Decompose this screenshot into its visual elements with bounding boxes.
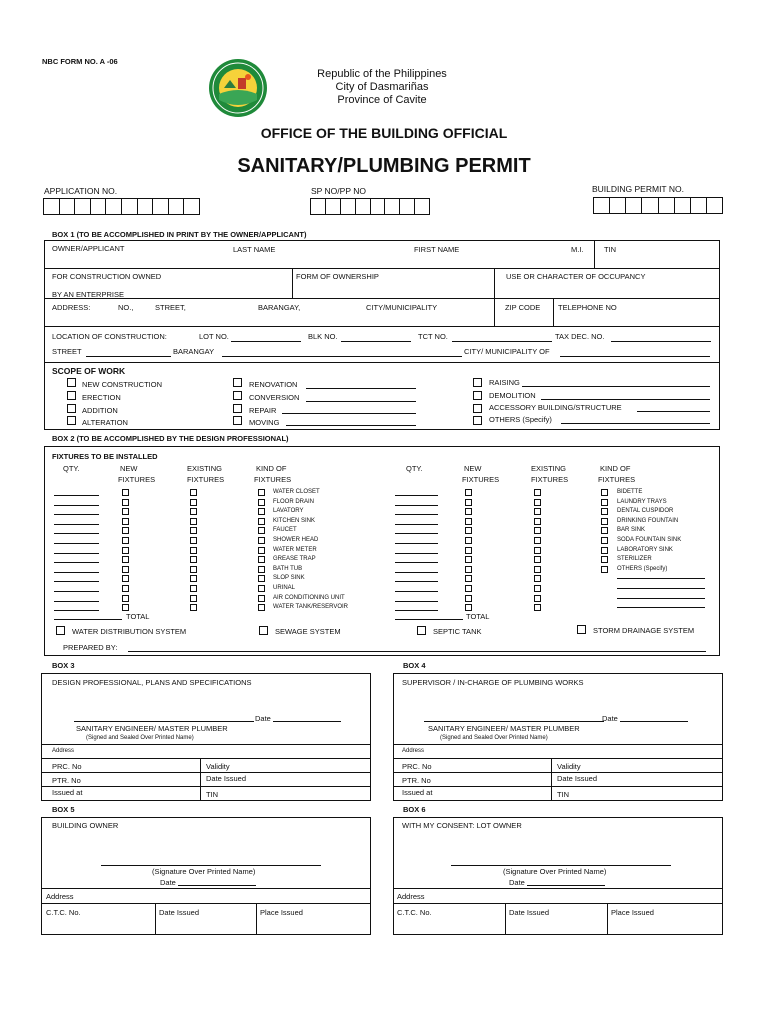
sp-no-input[interactable] <box>310 198 430 215</box>
system-storm-drainage: STORM DRAINAGE SYSTEM <box>593 626 695 635</box>
fixture-name: GREASE TRAP <box>273 556 316 563</box>
existing-fixture-checkbox[interactable] <box>534 527 541 534</box>
republic-text: Republic of the Philippines <box>317 68 447 80</box>
existing-fixture-checkbox[interactable] <box>534 537 541 544</box>
conversion-checkbox[interactable] <box>233 391 242 400</box>
accessory-input[interactable] <box>637 411 710 412</box>
kind-fixture-checkbox[interactable] <box>258 585 265 592</box>
new-header-right-2: FIXTURES <box>462 475 500 484</box>
blk-no-label: BLK NO. <box>308 332 338 341</box>
box5-place-issued-label: Place Issued <box>260 908 303 917</box>
qty-input[interactable] <box>395 610 438 611</box>
page-title: SANITARY/PLUMBING PERMIT <box>237 155 531 177</box>
renovation-input[interactable] <box>306 388 416 389</box>
qty-input[interactable] <box>395 553 438 554</box>
existing-header-left-2: FIXTURES <box>187 475 225 484</box>
system-water-distribution: WATER DISTRIBUTION SYSTEM <box>72 627 187 636</box>
erection-checkbox[interactable] <box>67 391 76 400</box>
box5-date-label: Date <box>160 878 176 887</box>
existing-fixture-checkbox[interactable] <box>190 556 197 563</box>
box3-date-label: Date <box>255 714 271 723</box>
kind-fixture-checkbox[interactable] <box>601 499 608 506</box>
box5-signature-label: (Signature Over Printed Name) <box>152 867 256 876</box>
new-fixture-checkbox[interactable] <box>122 537 129 544</box>
new-fixture-checkbox[interactable] <box>465 518 472 525</box>
qty-input[interactable] <box>54 591 99 592</box>
kind-fixture-checkbox[interactable] <box>258 537 265 544</box>
fixture-name: LABORATORY SINK <box>617 546 673 553</box>
others-input[interactable] <box>561 423 710 424</box>
existing-fixture-checkbox[interactable] <box>190 518 197 525</box>
box4-date-label: Date <box>602 714 618 723</box>
scope-others: OTHERS (Specify) <box>489 415 552 424</box>
new-fixture-checkbox[interactable] <box>122 604 129 611</box>
qty-input[interactable] <box>54 581 99 582</box>
box4-address-label: Address <box>402 748 425 754</box>
fixtures-title: FIXTURES TO BE INSTALLED <box>52 452 158 461</box>
fixture-name: URINAL <box>273 585 296 591</box>
qty-input[interactable] <box>395 601 438 602</box>
new-fixture-checkbox[interactable] <box>465 537 472 544</box>
box4-role: SANITARY ENGINEER/ MASTER PLUMBER <box>428 724 580 733</box>
owner-applicant-label: OWNER/APPLICANT <box>52 244 125 253</box>
box5-ctc-label: C.T.C. No. <box>46 908 81 917</box>
kind-fixture-checkbox[interactable] <box>601 489 608 496</box>
qty-input[interactable] <box>395 514 438 515</box>
existing-fixture-checkbox[interactable] <box>190 604 197 611</box>
kind-fixture-checkbox[interactable] <box>601 556 608 563</box>
qty-input[interactable] <box>395 505 438 506</box>
box6-date-label: Date <box>509 878 525 887</box>
qty-header-left: QTY. <box>63 464 80 473</box>
location-label: LOCATION OF CONSTRUCTION: <box>52 332 167 341</box>
box3-issued-at-label: Issued at <box>52 788 83 797</box>
fixture-name: BAR SINK <box>617 527 646 534</box>
office-title: OFFICE OF THE BUILDING OFFICIAL <box>260 125 508 141</box>
city-text: City of Dasmariñas <box>335 81 429 93</box>
scope-addition: ADDITION <box>82 406 118 415</box>
total-left-label: TOTAL <box>126 612 150 621</box>
building-permit-no-label: BUILDING PERMIT NO. <box>592 184 684 194</box>
fixture-name: SODA FOUNTAIN SINK <box>617 537 682 543</box>
new-fixture-checkbox[interactable] <box>465 575 472 582</box>
new-fixture-checkbox[interactable] <box>465 604 472 611</box>
box3-tin-label: TIN <box>206 790 219 799</box>
existing-fixture-checkbox[interactable] <box>534 575 541 582</box>
prepared-by-label: PREPARED BY: <box>63 643 118 652</box>
existing-fixture-checkbox[interactable] <box>190 595 197 602</box>
fixture-name: SHOWER HEAD <box>273 537 319 543</box>
existing-fixture-checkbox[interactable] <box>190 547 197 554</box>
box4-heading: BOX 4 <box>403 661 426 670</box>
tct-no-label: TCT NO. <box>418 332 448 341</box>
box6-signature-line[interactable] <box>451 865 671 866</box>
scope-new-construction: NEW CONSTRUCTION <box>82 380 162 389</box>
box6-title: WITH MY CONSENT: LOT OWNER <box>402 821 522 830</box>
box5-signature-line[interactable] <box>101 865 321 866</box>
kind-header-right-2: FIXTURES <box>598 475 636 484</box>
fixture-name: FAUCET <box>273 527 297 534</box>
kind-header-left-2: FIXTURES <box>254 475 292 484</box>
box4-prc-label: PRC. No <box>402 762 432 771</box>
system-septic-tank: SEPTIC TANK <box>433 627 482 636</box>
other-fixture-input[interactable] <box>617 598 705 599</box>
raising-input[interactable] <box>522 386 710 387</box>
tax-dec-input[interactable] <box>611 341 711 342</box>
existing-fixture-checkbox[interactable] <box>534 547 541 554</box>
qty-header-right: QTY. <box>406 464 423 473</box>
city-of-input[interactable] <box>560 356 710 357</box>
scope-alteration: ALTERATION <box>82 418 128 427</box>
existing-fixture-checkbox[interactable] <box>190 575 197 582</box>
qty-input[interactable] <box>395 543 438 544</box>
lot-no-label: LOT NO. <box>199 332 229 341</box>
repair-input[interactable] <box>282 413 416 414</box>
conversion-input[interactable] <box>306 401 416 402</box>
box3-validity-label: Validity <box>206 762 230 771</box>
box5-date-input[interactable] <box>178 885 256 886</box>
box3-title: DESIGN PROFESSIONAL, PLANS AND SPECIFICATIONS <box>52 678 252 687</box>
qty-input[interactable] <box>54 514 99 515</box>
kind-fixture-checkbox[interactable] <box>258 595 265 602</box>
box6-signature-label: (Signature Over Printed Name) <box>503 867 607 876</box>
new-fixture-checkbox[interactable] <box>122 585 129 592</box>
qty-input[interactable] <box>395 495 438 496</box>
new-fixture-checkbox[interactable] <box>465 566 472 573</box>
box5-date-issued-label: Date Issued <box>159 908 200 917</box>
raising-checkbox[interactable] <box>473 378 482 387</box>
box4-ptr-label: PTR. No <box>402 776 431 785</box>
storm-drainage-checkbox[interactable] <box>577 625 586 634</box>
new-fixture-checkbox[interactable] <box>465 556 472 563</box>
box3-address-label: Address <box>52 748 75 754</box>
existing-header-right-2: FIXTURES <box>531 475 569 484</box>
kind-fixture-checkbox[interactable] <box>258 566 265 573</box>
existing-fixture-checkbox[interactable] <box>534 518 541 525</box>
box5-title: BUILDING OWNER <box>52 821 119 830</box>
scope-renovation: RENOVATION <box>249 380 298 389</box>
new-fixture-checkbox[interactable] <box>122 499 129 506</box>
box6 <box>393 817 723 935</box>
new-header-left-2: FIXTURES <box>118 475 156 484</box>
qty-input[interactable] <box>395 581 438 582</box>
qty-input[interactable] <box>54 553 99 554</box>
sp-no-label: SP NO/PP NO <box>311 186 366 196</box>
box4-tin-label: TIN <box>557 790 570 799</box>
blk-no-input[interactable] <box>341 341 411 342</box>
kind-fixture-checkbox[interactable] <box>601 527 608 534</box>
new-fixture-checkbox[interactable] <box>465 595 472 602</box>
water-distribution-checkbox[interactable] <box>56 626 65 635</box>
existing-fixture-checkbox[interactable] <box>534 489 541 496</box>
qty-input[interactable] <box>54 505 99 506</box>
fixture-name: OTHERS (Specify) <box>617 565 668 572</box>
scope-title: SCOPE OF WORK <box>52 366 126 376</box>
box6-date-issued-label: Date Issued <box>509 908 550 917</box>
street2-label: STREET <box>52 347 82 356</box>
new-fixture-checkbox[interactable] <box>122 518 129 525</box>
scope-erection: ERECTION <box>82 393 121 402</box>
qty-input[interactable] <box>54 495 99 496</box>
mi-label: M.I. <box>571 245 584 254</box>
qty-input[interactable] <box>395 524 438 525</box>
kind-header-right: KIND OF <box>600 464 631 473</box>
existing-fixture-checkbox[interactable] <box>190 489 197 496</box>
last-name-label: LAST NAME <box>233 245 276 254</box>
kind-fixture-checkbox[interactable] <box>601 508 608 515</box>
fixture-name: SLOP SINK <box>273 575 305 582</box>
kind-fixture-checkbox[interactable] <box>601 547 608 554</box>
kind-fixture-checkbox[interactable] <box>258 518 265 525</box>
box6-address-label: Address <box>397 892 425 901</box>
existing-fixture-checkbox[interactable] <box>190 527 197 534</box>
scope-demolition: DEMOLITION <box>489 391 536 400</box>
kind-fixture-checkbox[interactable] <box>258 575 265 582</box>
other-fixture-input[interactable] <box>617 578 705 579</box>
box5-heading: BOX 5 <box>52 805 75 814</box>
qty-input[interactable] <box>395 591 438 592</box>
kind-fixture-checkbox[interactable] <box>258 489 265 496</box>
kind-fixture-checkbox[interactable] <box>258 508 265 515</box>
new-fixture-checkbox[interactable] <box>122 575 129 582</box>
qty-input[interactable] <box>54 610 99 611</box>
fixture-name: DENTAL CUSPIDOR <box>617 508 674 515</box>
prepared-by-input[interactable] <box>128 651 706 652</box>
qty-input[interactable] <box>54 543 99 544</box>
renovation-checkbox[interactable] <box>233 378 242 387</box>
addition-checkbox[interactable] <box>67 404 76 413</box>
repair-checkbox[interactable] <box>233 404 242 413</box>
box5 <box>41 817 371 935</box>
existing-fixture-checkbox[interactable] <box>190 566 197 573</box>
qty-input[interactable] <box>395 533 438 534</box>
qty-input[interactable] <box>54 572 99 573</box>
fixture-name: KITCHEN SINK <box>273 517 316 524</box>
kind-header-left: KIND OF <box>256 464 287 473</box>
box6-ctc-label: C.T.C. No. <box>397 908 432 917</box>
application-no-label: APPLICATION NO. <box>44 186 118 196</box>
building-permit-no-input[interactable] <box>593 197 723 214</box>
box6-heading: BOX 6 <box>403 805 426 814</box>
box4-date-issued-label: Date Issued <box>557 774 598 783</box>
existing-header-left: EXISTING <box>187 464 223 473</box>
scope-repair: REPAIR <box>249 406 277 415</box>
demolition-input[interactable] <box>541 399 710 400</box>
address-label: ADDRESS: <box>52 303 91 312</box>
others-checkbox[interactable] <box>473 416 482 425</box>
fixture-name: BIDETTE <box>617 489 643 495</box>
qty-input[interactable] <box>395 572 438 573</box>
qty-input[interactable] <box>54 524 99 525</box>
total-left-input[interactable] <box>54 619 122 620</box>
box3-signed-note: (Signed and Sealed Over Printed Name) <box>86 735 194 741</box>
fixture-name: LAVATORY <box>273 508 304 515</box>
zip-code-label: ZIP CODE <box>505 303 541 312</box>
alteration-checkbox[interactable] <box>67 416 76 425</box>
existing-fixture-checkbox[interactable] <box>190 585 197 592</box>
kind-fixture-checkbox[interactable] <box>601 518 608 525</box>
scope-accessory: ACCESSORY BUILDING/STRUCTURE <box>489 403 622 412</box>
fixture-name: BATH TUB <box>273 565 303 572</box>
existing-fixture-checkbox[interactable] <box>534 585 541 592</box>
kind-fixture-checkbox[interactable] <box>258 604 265 611</box>
kind-fixture-checkbox[interactable] <box>258 499 265 506</box>
demolition-checkbox[interactable] <box>473 391 482 400</box>
province-text: Province of Cavite <box>337 94 427 106</box>
fixture-name: STERILIZER <box>617 556 652 563</box>
existing-fixture-checkbox[interactable] <box>190 499 197 506</box>
septic-tank-checkbox[interactable] <box>417 626 426 635</box>
kind-fixture-checkbox[interactable] <box>258 556 265 563</box>
application-no-input[interactable] <box>43 198 200 215</box>
fixture-name: DRINKING FOUNTAIN <box>617 517 679 524</box>
existing-fixture-checkbox[interactable] <box>190 537 197 544</box>
existing-fixture-checkbox[interactable] <box>534 556 541 563</box>
box4-signature-line[interactable] <box>424 721 604 722</box>
box4-validity-label: Validity <box>557 762 581 771</box>
form-of-ownership-label: FORM OF OWNERSHIP <box>296 272 379 281</box>
box3-ptr-label: PTR. No <box>52 776 81 785</box>
sewage-system-checkbox[interactable] <box>259 626 268 635</box>
city-seal-icon <box>208 58 268 118</box>
existing-fixture-checkbox[interactable] <box>534 604 541 611</box>
fixture-name: WATER METER <box>273 546 317 553</box>
fixture-name: WATER TANK/RESERVOIR <box>273 604 349 611</box>
scope-raising: RAISING <box>489 378 520 387</box>
new-fixture-checkbox[interactable] <box>122 566 129 573</box>
qty-input[interactable] <box>54 601 99 602</box>
tct-no-input[interactable] <box>452 341 552 342</box>
construction-owned-label: FOR CONSTRUCTION OWNED <box>52 272 162 281</box>
existing-fixture-checkbox[interactable] <box>190 508 197 515</box>
first-name-label: FIRST NAME <box>414 245 460 254</box>
box3-date-issued-label: Date Issued <box>206 774 247 783</box>
qty-input[interactable] <box>54 533 99 534</box>
moving-input[interactable] <box>286 425 416 426</box>
other-fixture-input[interactable] <box>617 607 705 608</box>
system-sewage: SEWAGE SYSTEM <box>275 627 341 636</box>
box4-title: SUPERVISOR / IN-CHARGE OF PLUMBING WORKS <box>402 678 584 687</box>
box6-date-input[interactable] <box>527 885 605 886</box>
tin-label: TIN <box>604 245 617 254</box>
lot-no-input[interactable] <box>231 341 301 342</box>
telephone-label: TELEPHONE NO <box>558 303 617 312</box>
kind-fixture-checkbox[interactable] <box>258 527 265 534</box>
existing-fixture-checkbox[interactable] <box>534 595 541 602</box>
new-header-left: NEW <box>120 464 138 473</box>
box3-signature-line[interactable] <box>74 721 254 722</box>
existing-fixture-checkbox[interactable] <box>534 566 541 573</box>
kind-fixture-checkbox[interactable] <box>258 547 265 554</box>
new-fixture-checkbox[interactable] <box>122 547 129 554</box>
box4-issued-at-label: Issued at <box>402 788 433 797</box>
by-enterprise-label: BY AN ENTERPRISE <box>52 290 124 299</box>
new-fixture-checkbox[interactable] <box>122 527 129 534</box>
box1-heading: BOX 1 (TO BE ACCOMPLISHED IN PRINT BY THE OWNER/APPLICANT) <box>52 230 307 239</box>
box2-heading: BOX 2 (TO BE ACCOMPLISHED BY THE DESIGN PROFESSIONAL) <box>52 434 289 443</box>
street-label: STREET, <box>155 303 186 312</box>
city-municipality-label: CITY/MUNICIPALITY <box>366 303 438 312</box>
fixture-name: WATER CLOSET <box>273 489 320 495</box>
no-label: NO., <box>118 303 134 312</box>
moving-checkbox[interactable] <box>233 416 242 425</box>
city-of-label: CITY/ MUNICIPALITY OF <box>464 347 550 356</box>
kind-fixture-checkbox[interactable] <box>601 566 608 573</box>
box3-heading: BOX 3 <box>52 661 75 670</box>
box3-role: SANITARY ENGINEER/ MASTER PLUMBER <box>76 724 228 733</box>
new-fixture-checkbox[interactable] <box>465 499 472 506</box>
scope-conversion: CONVERSION <box>249 393 300 402</box>
fixture-name: AIR CONDITIONING UNIT <box>273 594 345 601</box>
new-construction-checkbox[interactable] <box>67 378 76 387</box>
street2-input[interactable] <box>86 356 171 357</box>
new-fixture-checkbox[interactable] <box>465 585 472 592</box>
scope-moving: MOVING <box>249 418 280 427</box>
fixture-name: FLOOR DRAIN <box>273 498 315 505</box>
box3-date-input[interactable] <box>273 721 341 722</box>
box3-prc-label: PRC. No <box>52 762 82 771</box>
existing-fixture-checkbox[interactable] <box>534 508 541 515</box>
existing-fixture-checkbox[interactable] <box>534 499 541 506</box>
box6-place-issued-label: Place Issued <box>611 908 654 917</box>
tax-dec-label: TAX DEC. NO. <box>555 332 605 341</box>
total-right-label: TOTAL <box>466 612 490 621</box>
new-fixture-checkbox[interactable] <box>465 489 472 496</box>
barangay-label: BARANGAY, <box>258 303 301 312</box>
box4-signed-note: (Signed and Sealed Over Printed Name) <box>440 735 548 741</box>
barangay2-input[interactable] <box>222 356 462 357</box>
qty-input[interactable] <box>395 562 438 563</box>
fixture-name: LAUNDRY TRAYS <box>617 498 667 505</box>
form-number: NBC FORM NO. A -06 <box>42 57 118 66</box>
box5-address-label: Address <box>46 892 74 901</box>
total-right-input[interactable] <box>395 619 463 620</box>
box4-date-input[interactable] <box>620 721 688 722</box>
new-header-right: NEW <box>464 464 482 473</box>
new-fixture-checkbox[interactable] <box>465 527 472 534</box>
existing-header-right: EXISTING <box>531 464 567 473</box>
kind-fixture-checkbox[interactable] <box>601 537 608 544</box>
new-fixture-checkbox[interactable] <box>122 508 129 515</box>
other-fixture-input[interactable] <box>617 588 705 589</box>
new-fixture-checkbox[interactable] <box>122 556 129 563</box>
new-fixture-checkbox[interactable] <box>122 489 129 496</box>
new-fixture-checkbox[interactable] <box>465 508 472 515</box>
barangay2-label: BARANGAY <box>173 347 215 356</box>
qty-input[interactable] <box>54 562 99 563</box>
use-character-label: USE OR CHARACTER OF OCCUPANCY <box>506 272 646 281</box>
new-fixture-checkbox[interactable] <box>465 547 472 554</box>
new-fixture-checkbox[interactable] <box>122 595 129 602</box>
accessory-checkbox[interactable] <box>473 404 482 413</box>
